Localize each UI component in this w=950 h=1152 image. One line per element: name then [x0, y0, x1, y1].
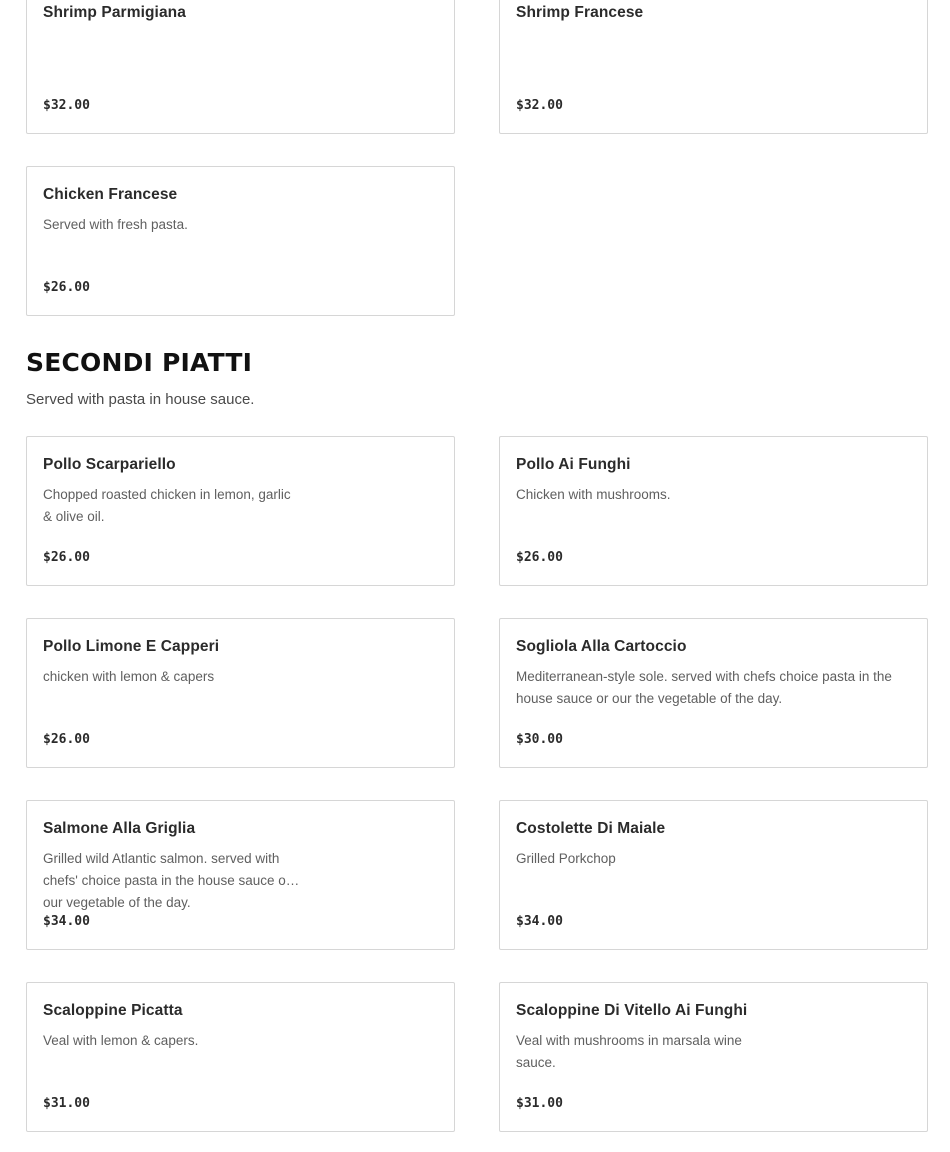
menu-item-price: $26.00: [43, 732, 90, 747]
menu-item-name: Pollo Scarpariello: [43, 456, 176, 473]
menu-item-card[interactable]: [26, 436, 455, 586]
menu-item-description: Veal with mushrooms in marsala wine sauce.: [516, 1033, 742, 1070]
menu-item-description: Chicken with mushrooms.: [516, 487, 671, 502]
menu-item-card[interactable]: [26, 800, 455, 950]
menu-item-description: Veal with lemon & capers.: [43, 1033, 199, 1048]
menu-item-card[interactable]: [499, 436, 928, 586]
menu-item-card[interactable]: [26, 618, 455, 768]
menu-item-name: Shrimp Parmigiana: [43, 4, 186, 21]
menu-item-price: $26.00: [43, 550, 90, 565]
menu-item-name: Pollo Limone E Capperi: [43, 638, 220, 655]
menu-item-card[interactable]: [26, 982, 455, 1132]
menu-item-price: $31.00: [516, 1096, 563, 1111]
menu-item-description: Mediterranean-style sole. served with chefs choice pasta in the house sauce or our the vegetable of the day.: [516, 669, 892, 706]
menu-item-description: Chopped roasted chicken in lemon, garlic & olive oil.: [43, 487, 291, 524]
menu-item-description: Served with fresh pasta.: [43, 217, 188, 232]
menu-item-price: $32.00: [43, 98, 90, 113]
menu-item-name: Shrimp Francese: [516, 4, 644, 21]
menu-item-name: Chicken Francese: [43, 186, 178, 203]
menu-item-price: $32.00: [516, 98, 563, 113]
menu-item-card[interactable]: [26, 0, 455, 134]
menu-item-card[interactable]: [499, 800, 928, 950]
menu-item-name: Scaloppine Di Vitello Ai Funghi: [516, 1002, 748, 1019]
menu-item-card[interactable]: [499, 982, 928, 1132]
section-title: SECONDI PIATTI: [26, 348, 253, 377]
menu-item-price: $26.00: [516, 550, 563, 565]
menu-item-name: Salmone Alla Griglia: [43, 820, 196, 837]
menu-item-price: $31.00: [43, 1096, 90, 1111]
menu-item-name: Sogliola Alla Cartoccio: [516, 638, 687, 655]
menu-item-price: $34.00: [43, 914, 90, 929]
menu-item-card[interactable]: [26, 166, 455, 316]
menu-item-price: $34.00: [516, 914, 563, 929]
menu-item-price: $30.00: [516, 732, 563, 747]
menu-item-card[interactable]: [499, 618, 928, 768]
menu-item-price: $26.00: [43, 280, 90, 295]
menu-item-description: Grilled wild Atlantic salmon. served with chefs' choice pasta in the house sauce or our vegetable of the day.: [43, 851, 291, 910]
menu-item-description: Grilled Porkchop: [516, 851, 616, 866]
menu-item-card[interactable]: [499, 0, 928, 134]
menu-item-name: Scaloppine Picatta: [43, 1002, 183, 1019]
menu-item-description: chicken with lemon & capers: [43, 669, 215, 684]
menu-item-name: Pollo Ai Funghi: [516, 456, 631, 473]
section-description: Served with pasta in house sauce.: [26, 391, 255, 408]
menu-item-name: Costolette Di Maiale: [516, 820, 666, 837]
